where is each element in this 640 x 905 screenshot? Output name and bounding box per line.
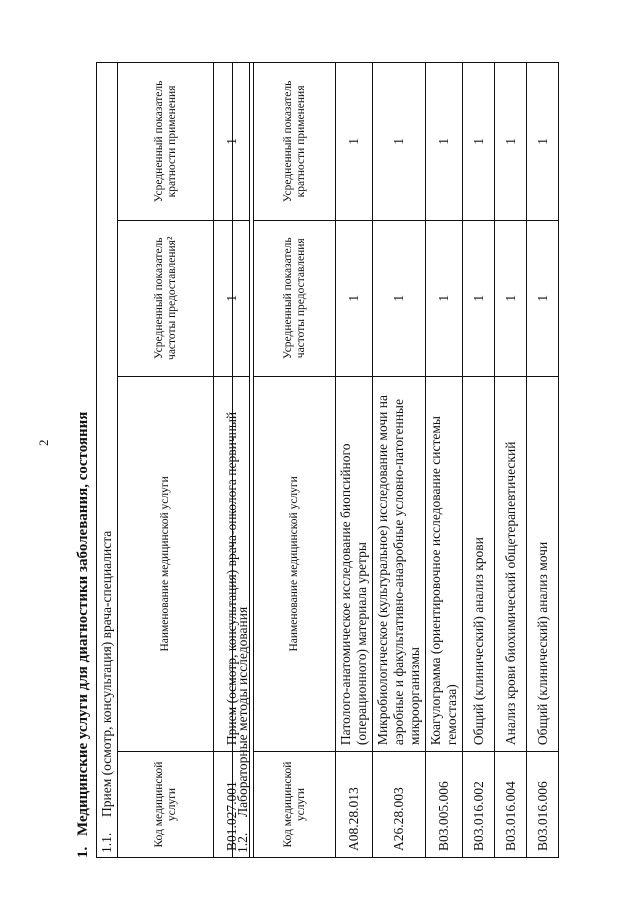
service-name: Коагулограмма (ориентировочное исследование системы гемостаза) xyxy=(426,376,463,751)
service-code: A08.28.013 xyxy=(336,752,373,858)
column-header-row xyxy=(254,63,336,858)
service-name: Анализ крови биохимический общетерапевтический xyxy=(495,376,527,751)
service-name: Общий (клинический) анализ мочи xyxy=(527,376,559,751)
service-name: Микробиологическое (культуральное) исследование мочи на аэробные и факультативно-анаэробные условно-патогенные микроорганизмы xyxy=(373,376,426,751)
col-header-name: Наименование медицинской услуги xyxy=(254,376,336,751)
section-title xyxy=(97,63,118,858)
table-row xyxy=(373,63,426,858)
table-row xyxy=(336,63,373,858)
multiplicity-value: 1 xyxy=(336,63,373,221)
table-row xyxy=(463,63,495,858)
page-number: 2 xyxy=(36,439,51,446)
frequency-value: 1 xyxy=(214,220,250,376)
column-header-row xyxy=(118,63,214,858)
multiplicity-value: 1 xyxy=(426,63,463,221)
table-row xyxy=(527,63,559,858)
frequency-value: 1 xyxy=(336,220,373,376)
col-header-code: Код медицинской услуги xyxy=(118,752,214,858)
service-code: B03.016.006 xyxy=(527,752,559,858)
main-title-text: Медицинские услуги для диагностики заболевания, состояния xyxy=(75,411,91,836)
section-number: 1.1. xyxy=(99,832,114,853)
service-name: Патолого-анатомическое исследование биопсийного (операционного) материала уретры xyxy=(336,376,373,751)
col-header-multiplicity: Усредненный показатель кратности применения xyxy=(254,63,336,221)
service-code: B03.005.006 xyxy=(426,752,463,858)
rotated-content xyxy=(72,62,562,858)
frequency-value: 1 xyxy=(373,220,426,376)
table-row xyxy=(426,63,463,858)
main-title-number: 1. xyxy=(75,846,91,858)
service-name: Прием (осмотр, консультация) врача-онколога первичный xyxy=(214,376,250,751)
main-title xyxy=(72,412,94,858)
frequency-value: 1 xyxy=(495,220,527,376)
section-number: 1.2. xyxy=(235,832,250,853)
col-header-multiplicity: Усредненный показатель кратности применения xyxy=(118,63,214,221)
col-header-name: Наименование медицинской услуги xyxy=(118,376,214,751)
frequency-value: 1 xyxy=(463,220,495,376)
frequency-value: 1 xyxy=(527,220,559,376)
multiplicity-value: 1 xyxy=(373,63,426,221)
section-header-row xyxy=(97,63,118,858)
multiplicity-value: 1 xyxy=(214,63,250,221)
service-code: B01.027.001 xyxy=(214,752,250,858)
multiplicity-value: 1 xyxy=(527,63,559,221)
section-header-row xyxy=(233,63,254,858)
multiplicity-value: 1 xyxy=(495,63,527,221)
services-table-laboratory xyxy=(232,62,559,858)
service-code: B03.016.004 xyxy=(495,752,527,858)
col-header-frequency: Усредненный показатель частоты предоставления xyxy=(254,220,336,376)
multiplicity-value: 1 xyxy=(463,63,495,221)
col-header-frequency: Усредненный показатель частоты предоставления² xyxy=(118,220,214,376)
frequency-value: 1 xyxy=(426,220,463,376)
service-code: B03.016.002 xyxy=(463,752,495,858)
service-code: A26.28.003 xyxy=(373,752,426,858)
section-title-text: Лабораторные методы исследования xyxy=(235,606,250,817)
services-table-consultations xyxy=(96,62,250,858)
service-name: Общий (клинический) анализ крови xyxy=(463,376,495,751)
section-title-text: Прием (осмотр, консультация) врача-специалиста xyxy=(99,530,114,817)
table-row xyxy=(495,63,527,858)
col-header-code: Код медицинской услуги xyxy=(254,752,336,858)
section-title xyxy=(233,63,254,858)
